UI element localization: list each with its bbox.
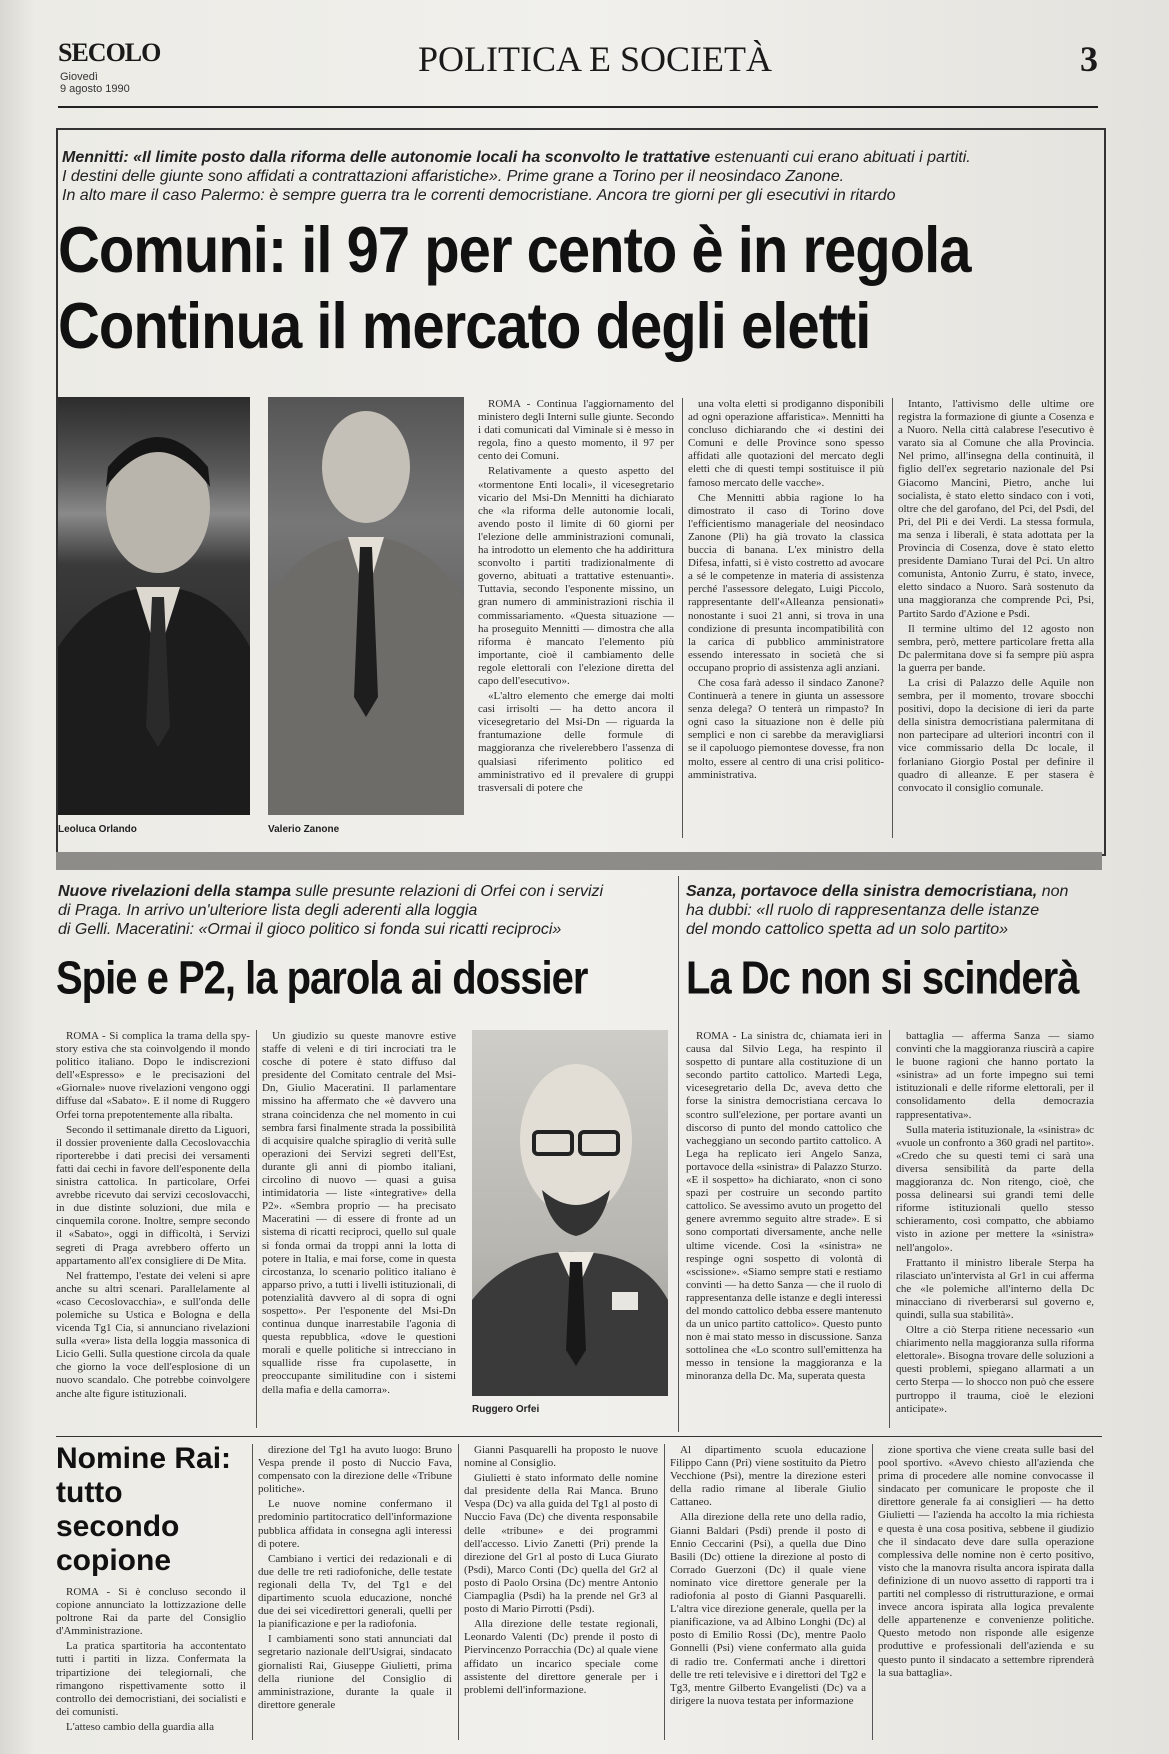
paragraph: «L'altro elemento che emerge dai molti casi irrisolti — ha detto ancora il vicesegretario del Msi-Dn — riguarda la frantumazione delle formule di maggioranza che rivelerebbero l'assenza di qualsiasi riferimento politico ed amministrativo ed il prevalere di gruppi trasversali di potere che: [478, 690, 674, 794]
paragraph: ROMA - Continua l'aggiornamento del ministero degli Interni sulle giunte. Secondo i dati comunicati dal Viminale si è messo in regola, fino a questo momento, il 97 per cento dei Comuni.: [478, 398, 674, 463]
section-band: [56, 852, 1102, 870]
spie-story-kicker-line-2: di Praga. In arrivo un'ulteriore lista degli aderenti alla loggia: [58, 902, 478, 919]
top-story-kicker-line-2: I destini delle giunte sono affidati a contrattazioni affaristiche». Prime grane a Torino per il neosindaco Zanone.: [62, 168, 845, 185]
top-story-kicker-lead: Mennitti: «Il limite posto dalla riforma delle autonomie locali ha sconvolto le trattative: [62, 149, 711, 166]
spie-story-headline: Spie e P2, la parola ai dossier: [56, 953, 588, 1004]
paragraph: Alla direzione delle testate regionali, Leonardo Valenti (Dc) prende il posto di Piervincenzo Porracchia (Dc) al quale viene affidato un incarico speciale come assistente del direttore generale per i problemi dell'informazione.: [464, 1618, 658, 1696]
photo-caption-zanone: Valerio Zanone: [268, 824, 340, 835]
paragraph: Giulietti è stato informato delle nomine dal presidente della Rai Manca. Bruno Vespa (Dc) va alla guida del Tg1 al posto di Nuccio Fava (Dc) che diventa responsabile delle «tribune» e dei programmi dell'accesso. Livio Zanetti (Pri) prende la direzione del Gr1 al posto di Luca Giurato (Psdi), Marco Conti (Dc) quella del Gr2 al posto di Paolo Orsina (Dc) mentre Antonio Ciampaglia (Psdi) ha la prende nel Gr3 al posto di Mario Pirrotti (Psdi).: [464, 1472, 658, 1616]
paragraph: Che cosa farà adesso il sindaco Zanone? Continuerà a tenere in giunta un assessore senza delega? O tenterà un rimpasto? In ogni caso la situazione non è delle più semplici e non ci sarebbe da meravigliarsi se il capoluogo piemontese dovesse, fra non molto, essere al centro di una crisi politico-amministrativa.: [688, 676, 884, 781]
photo-caption-orlando: Leoluca Orlando: [58, 824, 137, 835]
paragraph: Relativamente a questo aspetto del «tormentone Enti locali», il vicesegretario vicario del Msi-Dn Mennitti ha dichiarato che «la riforma delle autonomie locali, avendo posto il limite di 60 giorni per l'elezione delle amministrazioni comunali, ha introdotto un elemento che ha addirittura sconvolto i partiti tradizionalmente di governo, abituati a trattative estenuanti». Tuttavia, secondo l'esponente missino, un gran numero di amministrazioni rischia il commissariamento. «Questa situazione — ha proseguito Mennitti — dimostra che alla riforma è mancato l'elemento più importante, cioè il cambiamento delle regole elettorali con l'elezione diretta del capo dell'esecutivo».: [478, 465, 674, 687]
paragraph: La pratica spartitoria ha accontentato tutti i partiti in lizza. Confermata la tripartizione dei telegiornali, che rimangono rispettivamente sotto il controllo dei democristiani, dei socialisti e dei comunisti.: [56, 1640, 246, 1718]
publication-date: 9 agosto 1990: [60, 83, 130, 95]
newspaper-logo: SECOLO: [58, 38, 161, 67]
rai-story-headline: [56, 1442, 231, 1578]
paragraph: Un giudizio su queste manovre estive staffe di veleni e di tiri incrociati tra le cosche di potere è stato diffuso dal presidente del Comitato centrale del Msi-Dn, Giulio Maceratini. Il parlamentare missino ha affermato che «è davvero una strana coincidenza che nel momento in cui sembra farsi finalmente strada la possibilità di acquisire qualche spiraglio di verità sulle operazioni dei Servizi segreti dell'Est, durante gli anni di piombo italiani, circolino di nuovo — quasi a guisa intimidatoria — liste «integrative» della P2». «Sembra proprio — ha precisato Maceratini — di essere di fronte ad un sistema di ricatti reciproci, quello sul quale si fonda ormai da troppi anni la lotta di potere in Italia, e mai forse, come in questa circostanza, lo scenario politico italiano è apparso privo, a tutti i livelli istituzionali, di potenzialità davvero al di sopra di ogni sospetto». Per l'esponente del Msi-Dn continua dunque inarrestabile l'agonia di questa repubblica, «dove le questioni morali e quelle politiche si intrecciano in squallide risse fra cupolasette, in preoccupante similitudine con i sistemi della mafia e della camorra».: [262, 1030, 456, 1396]
paragraph: ROMA - Si complica la trama della spy-story estiva che sta coinvolgendo il mondo politico italiano. Dopo le indiscrezioni dell'«Espresso» e le precisazioni del «Giornale» nuove rivelazioni vengono oggi diffuse dal «Sabato». E il nome di Ruggero Orfei torna prepotentemente alla ribalta.: [56, 1030, 250, 1121]
paragraph: Sulla materia istituzionale, la «sinistra» dc «vuole un confronto a 360 gradi nel partito». «Credo che su questi temi ci sarà una diversa sensibilità da parte della maggioranza dc. Non ritengo, cioè, che possa delinearsi sui grandi temi delle riforme istituzionali quello stesso schieramento, così compatto, che abbiamo visto in azione per mettere la «sinistra» nell'angolo».: [896, 1123, 1094, 1254]
dc-story-headline: La Dc non si scinderà: [686, 953, 1079, 1004]
paragraph: Che Mennitti abbia ragione lo ha dimostrato il caso di Torino dove l'efficientismo manageriale del neosindaco Zanone (Pli) ha già trovato la classica buccia di banana. L'ex ministro della Difesa, infatti, si è visto costretto ad avocare a sé le competenze in materia di assistenza perché l'assessore delegato, Luigi Piccolo, rappresentante dell'«Alleanza pensionati» nonostante i suoi 21 anni, si trova in una condizione di presunta incompatibilità con la carica di pubblico amministratore essendo interessato in società che si occupano proprio di assistenza agli anziani.: [688, 491, 884, 674]
paragraph: ROMA - Si è concluso secondo il copione annunciato la lottizzazione delle poltrone Rai da parte del Consiglio d'Amministrazione.: [56, 1586, 246, 1638]
spie-story-kicker-lead: Nuove rivelazioni della stampa: [58, 883, 291, 900]
photo-caption-orfei: Ruggero Orfei: [472, 1404, 540, 1415]
paragraph: ROMA - La sinistra dc, chiamata ieri in causa dal Silvio Lega, ha respinto il sospetto di puntare alla costituzione di un secondo partito cattolico. Martedì Lega, vicesegretario della Dc, aveva detto che forse la sinistra democristiana cercava lo scontro sull'elezione, per portare avanti un discorso di punto del mondo cattolico che vacheggiano un secondo partito cattolico. A Lega ha replicato ieri Angelo Sanza, portavoce della «sinistra» di Palazzo Sturzo. «E il sospetto» ha dichiarato, «non ci sono spazi per costruire un secondo partito cattolico. Se avessimo avuto un progetto del genere avremmo seguito altre strade». E si sono comportati diversamente, anche nelle ultime vicende. Così la «sinistra» ne respinge ogni sospetto di volontà di «scissione». «Siamo sempre stati e restiamo convinti — ha detto Sanza — che il ruolo di rappresentanza delle istanze e degli interessi del mondo cattolico debba essere mantenuto da un unico partito cattolico». Questo punto non è mai stato messo in discussione. Sanza sottolinea che «Lo scontro sull'emittenza ha messo in tensione la maggioranza e la minoranza della Dc. Ma, superata questa: [686, 1030, 882, 1383]
paragraph: Oltre a ciò Sterpa ritiene necessario «un chiarimento nella maggioranza sulla riforma elettorale». Bisogna trovare delle soluzioni a questi problemi, spiegano allarmati a un certo Sterpa — lo shocco non può che essere purtroppo il trauma, cioè le elezioni anticipate».: [896, 1324, 1094, 1415]
spie-story-kicker-rest: sulle presunte relazioni di Orfei con i servizi: [290, 883, 604, 900]
paragraph: Le nuove nomine confermano il predominio partitocratico dell'informazione pubblica affidata in consegna agli interessi di potere.: [258, 1498, 452, 1550]
column-rule: [892, 398, 893, 838]
paragraph: Secondo il settimanale diretto da Liguori, il dossier proveniente dalla Cecoslovacchia riporterebbe i dati precisi dei versamenti fatti dai cechi in favore dell'esponente della sinistra cattolica. In particolare, Orfei avrebbe ricevuto dai servizi cecoslovacchi, in due distinte soluzioni, due mila e cinquemila corone. Inoltre, sempre secondo il «Sabato», oggi in difficoltà, i Servizi segreti di Praga avrebbero offerto un appartamento all'ex consigliere di De Mita.: [56, 1123, 250, 1267]
dc-story-kicker-line-3: del mondo cattolico spetta ad un solo partito»: [686, 921, 1008, 938]
rai-story-column-4: [670, 1444, 866, 1740]
paragraph: direzione del Tg1 ha avuto luogo: Bruno Vespa prende il posto di Nuccio Fava, compensato con la direzione delle «Tribune politiche».: [258, 1444, 452, 1496]
top-story-column-1: [478, 398, 674, 838]
paragraph: zione sportiva che viene creata sulle basi del pool sportivo. «Avevo chiesto all'azienda che prima di procedere alle nomine convocasse il sindacato per comunicare le proposte che il direttore generale fa ai consiglieri — ha detto Giulietti — l'azienda ha accolto la mia richiesta e questa è una cosa positiva, sebbene il giudizio che il sindacato deve dare sulla operazione complessiva delle nomine non è certo positivo, visto che la manovra risulta ancora ispirata dalla definizione di un nuovo assetto di rapporti tra i partiti nel complesso di ristrutturazione, e ormai invece ancora ispirata alla logica prevalente delle appartenenze e convenienze politiche. Questo metodo non risponde alle esigenze produttive e professionali dell'azienda e su questo punto il sindacato a settembre riprenderà la sua battaglia».: [878, 1444, 1094, 1679]
rai-story-column-5: [878, 1444, 1094, 1740]
dc-story-column-1: [686, 1030, 882, 1428]
paragraph: Alla direzione della rete uno della radio, Gianni Baldari (Psdi) prende il posto di Ennio Ceccarini (Psi), a quella due Dino Basili (Dc) ottiene la direzione al posto di Corrado Guerzoni (Dc) il quale viene nominato vice direttore generale per la radiofonia al posto di Gianni Pasquarelli. L'altra vice direzione generale, quella per la pianificazione, va ad Albino Longhi (Dc) al posto di Emilio Rossi (Dc), mentre Paolo Gonnelli (Psi) viene confermato alla guida di radio tre. Confermati anche i direttori delle tre reti televisive e i direttori del Tg2 e Tg3, mentre Gilberto Evangelisti (Dc) va a dirigere la nuova testata per informazione: [670, 1511, 866, 1707]
column-rule: [664, 1444, 665, 1740]
photo-ruggero-orfei: [472, 1030, 668, 1396]
column-rule: [682, 398, 683, 838]
paragraph: I cambiamenti sono stati annunciati dal segretario nazionale dell'Usigrai, sindacato giornalisti Rai, Giuseppe Giulietti, prima della riunione del Consiglio di amministrazione, durante la quale il direttore generale: [258, 1633, 452, 1711]
dc-story-kicker-rest: non: [1037, 883, 1069, 900]
paragraph: Nel frattempo, l'estate dei veleni si apre anche su altri scenari. Parallelamente al «caso Cecoslovacchia», e sull'onda delle polemiche su Ustica e Bologna e della vicenda Tg1 Cia, si annunciano rivelazioni sulla «vera» lista della loggia massonica di Licio Gelli. Sulla questione circola da quale che giorno la voce dell'esplosione di un nuovo scandalo. Che potrebbe coinvolgere anche alte figure istituzionali.: [56, 1269, 250, 1400]
column-rule: [252, 1444, 253, 1740]
portrait-orlando-image: [58, 397, 250, 815]
rai-headline-line-2: tutto: [56, 1476, 123, 1509]
top-story-headline-1: Comuni: il 97 per cento è in regola: [58, 214, 971, 287]
column-rule: [458, 1444, 459, 1740]
paragraph: L'atteso cambio della guardia alla: [66, 1720, 214, 1733]
top-story-kicker: [62, 148, 1092, 205]
portrait-zanone-image: [268, 397, 464, 815]
paragraph: Al dipartimento scuola educazione Filippo Cann (Pri) viene sostituito da Pietro Vecchione (Psi), mentre la direzione esteri della radio rimane al liberale Giulio Cattaneo.: [670, 1444, 866, 1509]
bottom-divider: [56, 1436, 1102, 1437]
dc-story-kicker-line-2: ha dubbi: «Il ruolo di rappresentanza delle istanze: [686, 902, 1040, 919]
masthead-divider: [58, 106, 1098, 108]
paragraph: Frattanto il ministro liberale Sterpa ha rilasciato un'intervista al Gr1 in cui afferma che «le polemiche all'interno della Dc minacciano di riverberarsi sul governo e, quindi, sulla sua stabilità».: [896, 1256, 1094, 1321]
top-story-kicker-line-3: In alto mare il caso Palermo: è sempre guerra tra le correnti democristiane. Ancora tre giorni per gli esecutivi in ritardo: [62, 187, 896, 204]
spie-story-column-2: [262, 1030, 456, 1428]
paragraph: Intanto, l'attivismo delle ultime ore registra la formazione di giunte a Cosenza e a Nuoro. Nella città calabrese l'esecutivo è varato sia al Comune che alla Provincia. Nel primo, all'insegna della continuità, il figlio dell'ex segretario nazionale del Psi Giacomo Mancini, Pietro, anche lui socialista, è stato eletto sindaco con i voti, oltre che del garofano, del Pci, del Psdi, del Pri, del Pli e dei Verdi. La stessa formula, ma senza i liberali, è stata adottata per la Provincia di Cosenza, dove è stato eletto presidente Damiano Turai del Pci. Un altro comunista, Antonio Zurru, è stato, invece, eletto sindaco a Nuoro. Sarà sostenuto da una maggioranza che comprende Pci, Psi, Partito Sardo d'Azione e Psdi.: [898, 398, 1094, 620]
rai-headline-line-4: copione: [56, 1544, 172, 1577]
rai-headline-line-3: secondo: [56, 1510, 180, 1543]
rai-headline-line-1: Nomine Rai:: [56, 1442, 232, 1475]
rai-story-column-2: [258, 1444, 452, 1740]
spie-story-kicker: [58, 882, 678, 939]
paragraph: Il termine ultimo del 12 agosto non sembra, però, mettere particolare fretta alla Dc palermitana dove si fa sempre più aspra la guerra per bande.: [898, 622, 1094, 674]
top-story-column-2: [688, 398, 884, 838]
portrait-orfei-image: [472, 1030, 668, 1396]
section-title: POLITICA E SOCIETÀ: [418, 39, 772, 79]
top-story-column-3: [898, 398, 1094, 838]
photo-valerio-zanone: [268, 397, 464, 815]
column-rule: [889, 1030, 890, 1428]
photo-leoluca-orlando: [58, 397, 250, 815]
paragraph: Cambiano i vertici dei redazionali e di due delle tre reti radiofoniche, delle testate regionali della Tv, del Tg1 e del dipartimento scuola educazione, nonché due dei sei vicedirettori generali, quelli per la pianificazione e per la radiofonia.: [258, 1552, 452, 1631]
top-story-kicker-rest: estenuanti cui erano abituati i partiti.: [710, 149, 971, 166]
rai-story-column-3: [464, 1444, 658, 1740]
dc-story-kicker: [686, 882, 1096, 939]
dc-story-column-2: [896, 1030, 1094, 1428]
publication-day: Giovedì: [60, 71, 98, 83]
top-story-headline-2: Continua il mercato degli eletti: [58, 290, 871, 363]
column-rule: [256, 1030, 257, 1428]
dc-story-kicker-lead: Sanza, portavoce della sinistra democristiana,: [686, 883, 1038, 900]
spie-story-column-1: [56, 1030, 250, 1428]
rai-story-column-1: [56, 1586, 246, 1736]
page-number: 3: [1080, 39, 1098, 79]
paragraph: La crisi di Palazzo delle Aquile non sembra, per il momento, trovare sbocchi positivi, dopo la decisione di ieri da parte della sinistra democristiana palermitana di non partecipare ad ulteriori incontri con il vice commissario della Dc locale, il forlaniano Giorgio Postal per definire il quadro di alleanze. E per stasera è convocato il consiglio comunale.: [898, 676, 1094, 794]
spie-story-kicker-line-3: di Gelli. Maceratini: «Ormai il gioco politico si fonda sui ricatti reciproci»: [58, 921, 562, 938]
paragraph: una volta eletti si prodiganno disponibili ad ogni operazione affaristica». Mennitti ha concluso dichiarando che «i destini dei Comuni e delle Province sono spesso affidati alle quotazioni del mercato degli eletti che di questi tempi sostituisce il più famoso mercato delle vacche».: [688, 398, 884, 489]
story-divider: [678, 876, 679, 1432]
paragraph: Gianni Pasquarelli ha proposto le nuove nomine al Consiglio.: [464, 1444, 658, 1470]
paragraph: battaglia — afferma Sanza — siamo convinti che la maggioranza riuscirà a capire le buone ragioni che hanno portato la «sinistra» ad un forte impegno sui temi istituzionali e delle riforme elettorali, per il consolidamento della democrazia rappresentativa».: [896, 1030, 1094, 1121]
column-rule: [872, 1444, 873, 1740]
masthead: [58, 32, 1098, 104]
